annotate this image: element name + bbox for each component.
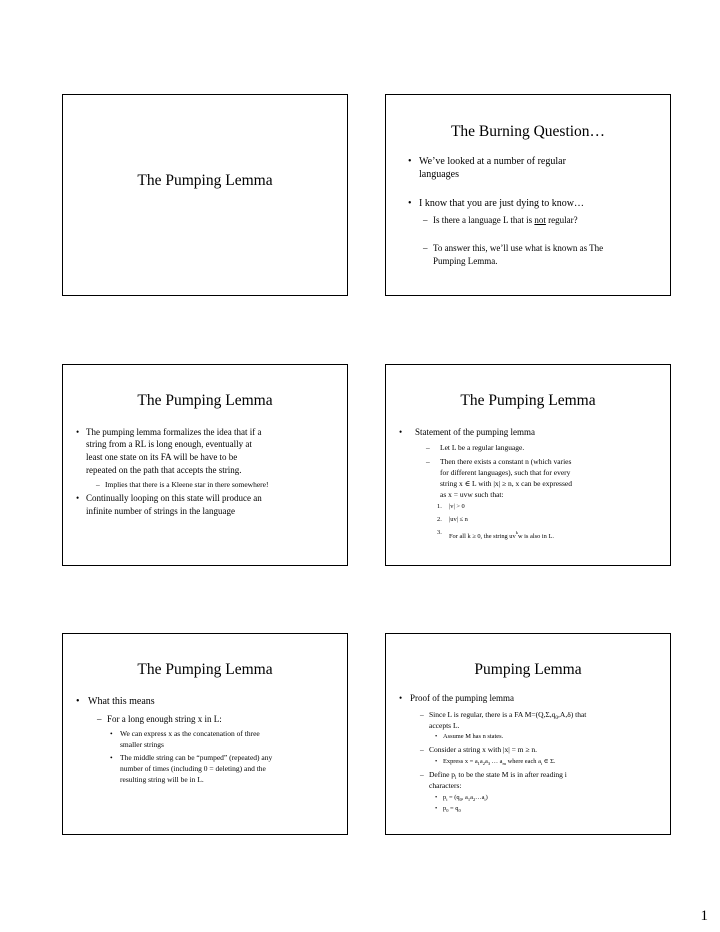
dash-icon: – [420,710,424,719]
dash-icon: – [420,745,424,754]
subbullet-text: for different languages), such that for every [440,468,571,477]
bullet-text: We’ve looked at a number of regular [419,156,566,167]
subbullet-text: Then there exists a constant n (which varies [440,457,572,466]
dash-icon: – [420,770,424,779]
slide-1 [62,94,348,296]
dash-icon: – [426,457,430,466]
bullet-text: The pumping lemma formalizes the idea that if a [86,427,262,437]
subbullet-text: Is there a language L that is not regular? [433,215,578,225]
bullet-icon: • [408,156,412,167]
bullet-text: languages [419,169,459,180]
slide-title: Pumping Lemma [474,661,582,678]
subbullet-text: $p_i = (q_0$, $a_1a_2\dots a_i$) [443,794,488,802]
subbullet-text: as x = uvw such that: [440,490,504,499]
bullet-text: Continually looping on this state will produce an [86,493,262,503]
subbullet-text: To answer this, we’ll use what is known as The [433,243,604,253]
dash-icon: – [423,215,428,225]
bullet-icon: • [435,794,438,801]
dash-icon: – [96,480,100,489]
slide-title: The Pumping Lemma [137,172,273,189]
dash-icon: – [423,243,428,253]
list-number: 2. [437,516,442,523]
slide-4 [385,364,671,566]
subbullet-text: Assume M has n states. [443,733,504,740]
subbullet-text: Since L is regular, there is a FA $M=(Q,\Sigma,q_0,A,\delta)$ that [429,710,587,721]
list-number: 1. [437,503,442,510]
slide-3 [62,364,348,566]
subbullet-text: Implies that there is a Kleene star in there somewhere! [105,480,269,489]
bullet-icon: • [110,729,113,738]
slide-5 [62,633,348,835]
bullet-icon: • [110,753,113,762]
bullet-icon: • [408,198,412,209]
bullet-icon: • [76,493,80,503]
subbullet-text: smaller strings [120,740,164,749]
subbullet-text: Pumping Lemma. [433,256,498,266]
subbullet-text: Consider a string x with |x| = m ≥ n. [429,745,538,754]
slide-6 [385,633,671,835]
bullet-text: infinite number of strings in the language [86,506,235,516]
bullet-text: What this means [88,696,155,707]
bullet-icon: • [399,693,403,703]
dash-icon: – [426,443,430,452]
list-item: |uv| ≤ n [449,516,468,523]
subbullet-text: accepts L. [429,721,460,730]
slide-title: The Pumping Lemma [137,392,273,409]
list-item: For all k ≥ 0, the string $uv^kw$ is also in L. [449,530,554,540]
dash-icon: – [97,714,102,724]
slide-title: The Pumping Lemma [460,392,596,409]
bullet-text: Statement of the pumping lemma [415,427,535,437]
slide-title: The Pumping Lemma [137,661,273,678]
page-number: 1 [700,908,708,924]
slide-title: The Burning Question… [450,123,606,140]
bullet-text: I know that you are just dying to know… [419,198,584,209]
list-number: 3. [437,529,442,536]
subbullet-text: Express $x = a_1a_2a_3$ … $a_m$ where each $a_i$ ∈ Σ. [443,758,556,766]
bullet-icon: • [435,733,438,740]
subbullet-text: characters: [429,781,462,790]
subbullet-text: The middle string can be “pumped” (repeated) any [120,753,273,762]
bullet-text: Proof of the pumping lemma [410,693,514,703]
bullet-text: string from a RL is long enough, eventually at [86,439,252,449]
subbullet-text: number of times (including 0 = deleting) and the [120,764,266,773]
subbullet-text: Define $p_i$ to be the state M is in after reading i [429,770,567,781]
subbullet-text: $p_0 = q_0$ [443,805,461,813]
subbullet-text: string x ∈ L with |x| ≥ n, x can be expressed [440,479,572,488]
subbullet-text: Let L be a regular language. [440,443,525,452]
subbullet-text: We can express x as the concatenation of three [120,729,260,738]
bullet-icon: • [399,427,403,437]
bullet-text: least one state on its FA will be have to be [86,452,238,462]
slide-2 [385,94,671,296]
list-item: |v| > 0 [449,503,465,510]
bullet-icon: • [435,758,438,765]
bullet-text: repeated on the path that accepts the string. [86,465,242,475]
bullet-icon: • [435,805,438,812]
subbullet-text: resulting string will be in L. [120,775,204,784]
bullet-icon: • [76,696,80,707]
subbullet-text: For a long enough string x in L: [107,714,222,724]
bullet-icon: • [76,427,80,437]
